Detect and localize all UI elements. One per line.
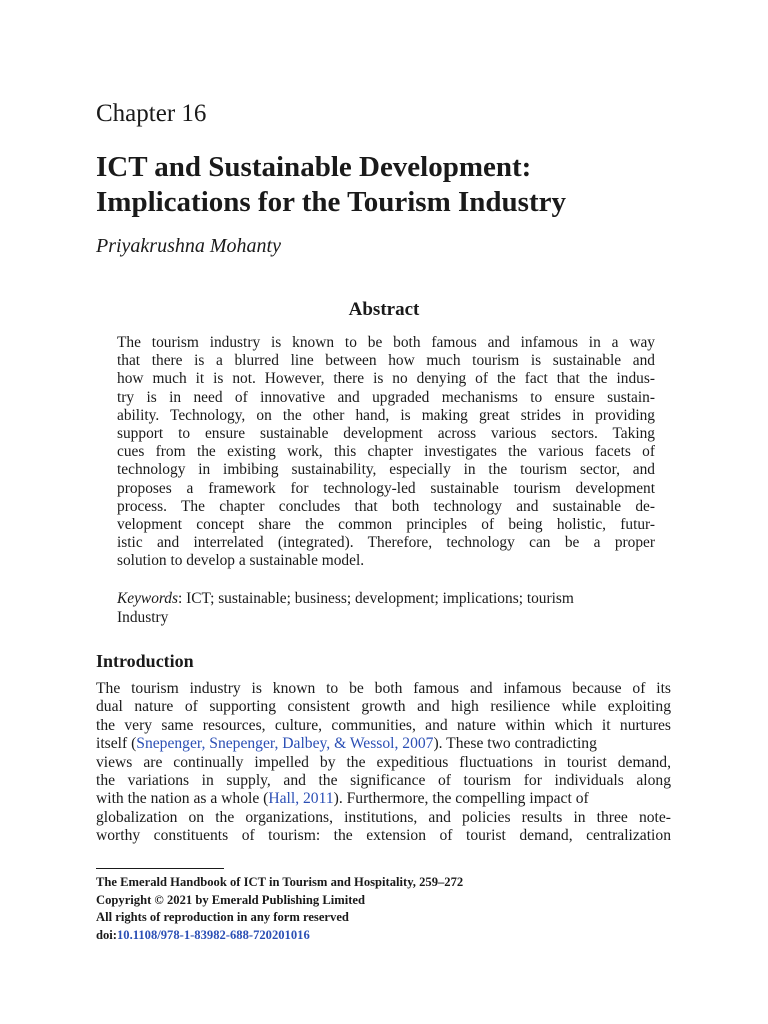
- doi-label: doi:: [96, 927, 117, 942]
- body-line: [96, 790, 671, 808]
- abstract-line: how much it is not. However, there is no denying of the fact that the indus-: [117, 370, 655, 388]
- citation-link-snepenger-2007[interactable]: Snepenger, Snepenger, Dalbey, & Wessol, 2007: [136, 735, 434, 753]
- introduction-text: [96, 680, 671, 846]
- footnote-divider: [96, 868, 224, 869]
- publication-footer: [96, 874, 656, 944]
- abstract-line: velopment concept share the common principles of being holistic, futur-: [117, 516, 655, 534]
- body-line: the very same resources, culture, communities, and nature within which it nurtures: [96, 716, 671, 734]
- abstract-line: The tourism industry is known to be both famous and infamous in a way: [117, 334, 655, 351]
- body-text-fragment: itself (: [96, 735, 137, 753]
- body-line: dual nature of supporting consistent growth and high resilience while exploiting: [96, 698, 671, 716]
- chapter-label: Chapter 16: [96, 100, 207, 127]
- keywords-list-continued: Industry: [117, 608, 169, 626]
- abstract-line: istic and interrelated (integrated). Therefore, technology can be a proper: [117, 534, 655, 552]
- body-line: globalization on the organizations, institutions, and policies results in three note-: [96, 808, 671, 826]
- chapter-title-line-1: ICT and Sustainable Development:: [96, 151, 532, 183]
- abstract-line: solution to develop a sustainable model.: [117, 552, 365, 570]
- body-line: views are continually impelled by the expeditious fluctuations in tourist demand,: [96, 753, 671, 771]
- abstract-heading: Abstract: [348, 299, 420, 320]
- chapter-title: [96, 150, 696, 220]
- introduction-heading: Introduction: [96, 651, 194, 671]
- body-line: the variations in supply, and the significance of tourism for individuals along: [96, 772, 671, 790]
- abstract-line: that there is a blurred line between how much tourism is sustainable and: [117, 352, 655, 370]
- abstract-line: ability. Technology, on the other hand, is making great strides in providing: [117, 406, 655, 424]
- abstract-line: proposes a framework for technology-led sustainable tourism development: [117, 479, 655, 497]
- author-name: Priyakrushna Mohanty: [96, 235, 281, 257]
- chapter-title-line-2: Implications for the Tourism Industry: [96, 186, 566, 218]
- abstract-line: try is in need of innovative and upgraded mechanisms to ensure sustain-: [117, 388, 655, 406]
- book-citation: The Emerald Handbook of ICT in Tourism and Hospitality, 259–272: [96, 875, 464, 889]
- body-text-fragment: ). These two contradicting: [433, 735, 597, 753]
- keywords-list: : ICT; sustainable; business; development; implications; tourism: [178, 590, 574, 607]
- abstract-line: technology in imbibing sustainability, especially in the tourism sector, and: [117, 461, 655, 479]
- keywords-label: Keywords: [117, 590, 178, 607]
- abstract-line: process. The chapter concludes that both technology and sustainable de-: [117, 497, 655, 515]
- body-text-fragment: ). Furthermore, the compelling impact of: [333, 790, 589, 808]
- body-text-fragment: with the nation as a whole (: [96, 790, 269, 808]
- doi-link[interactable]: 10.1108/978-1-83982-688-720201016: [117, 927, 310, 942]
- abstract-line: cues from the existing work, this chapter investigates the various facets of: [117, 443, 655, 461]
- body-line: worthy constituents of tourism: the extension of tourist demand, centralization: [96, 827, 671, 845]
- body-line: The tourism industry is known to be both famous and infamous because of its: [96, 680, 671, 697]
- citation-link-hall-2011[interactable]: Hall, 2011: [268, 790, 334, 808]
- rights-notice: All rights of reproduction in any form reserved: [96, 910, 349, 924]
- abstract-line: support to ensure sustainable development across various sectors. Taking: [117, 425, 655, 443]
- abstract-text: [117, 334, 655, 571]
- body-line: [96, 735, 671, 753]
- keywords: [117, 590, 657, 627]
- doi-line: [96, 927, 656, 945]
- copyright-notice: Copyright © 2021 by Emerald Publishing Limited: [96, 892, 366, 907]
